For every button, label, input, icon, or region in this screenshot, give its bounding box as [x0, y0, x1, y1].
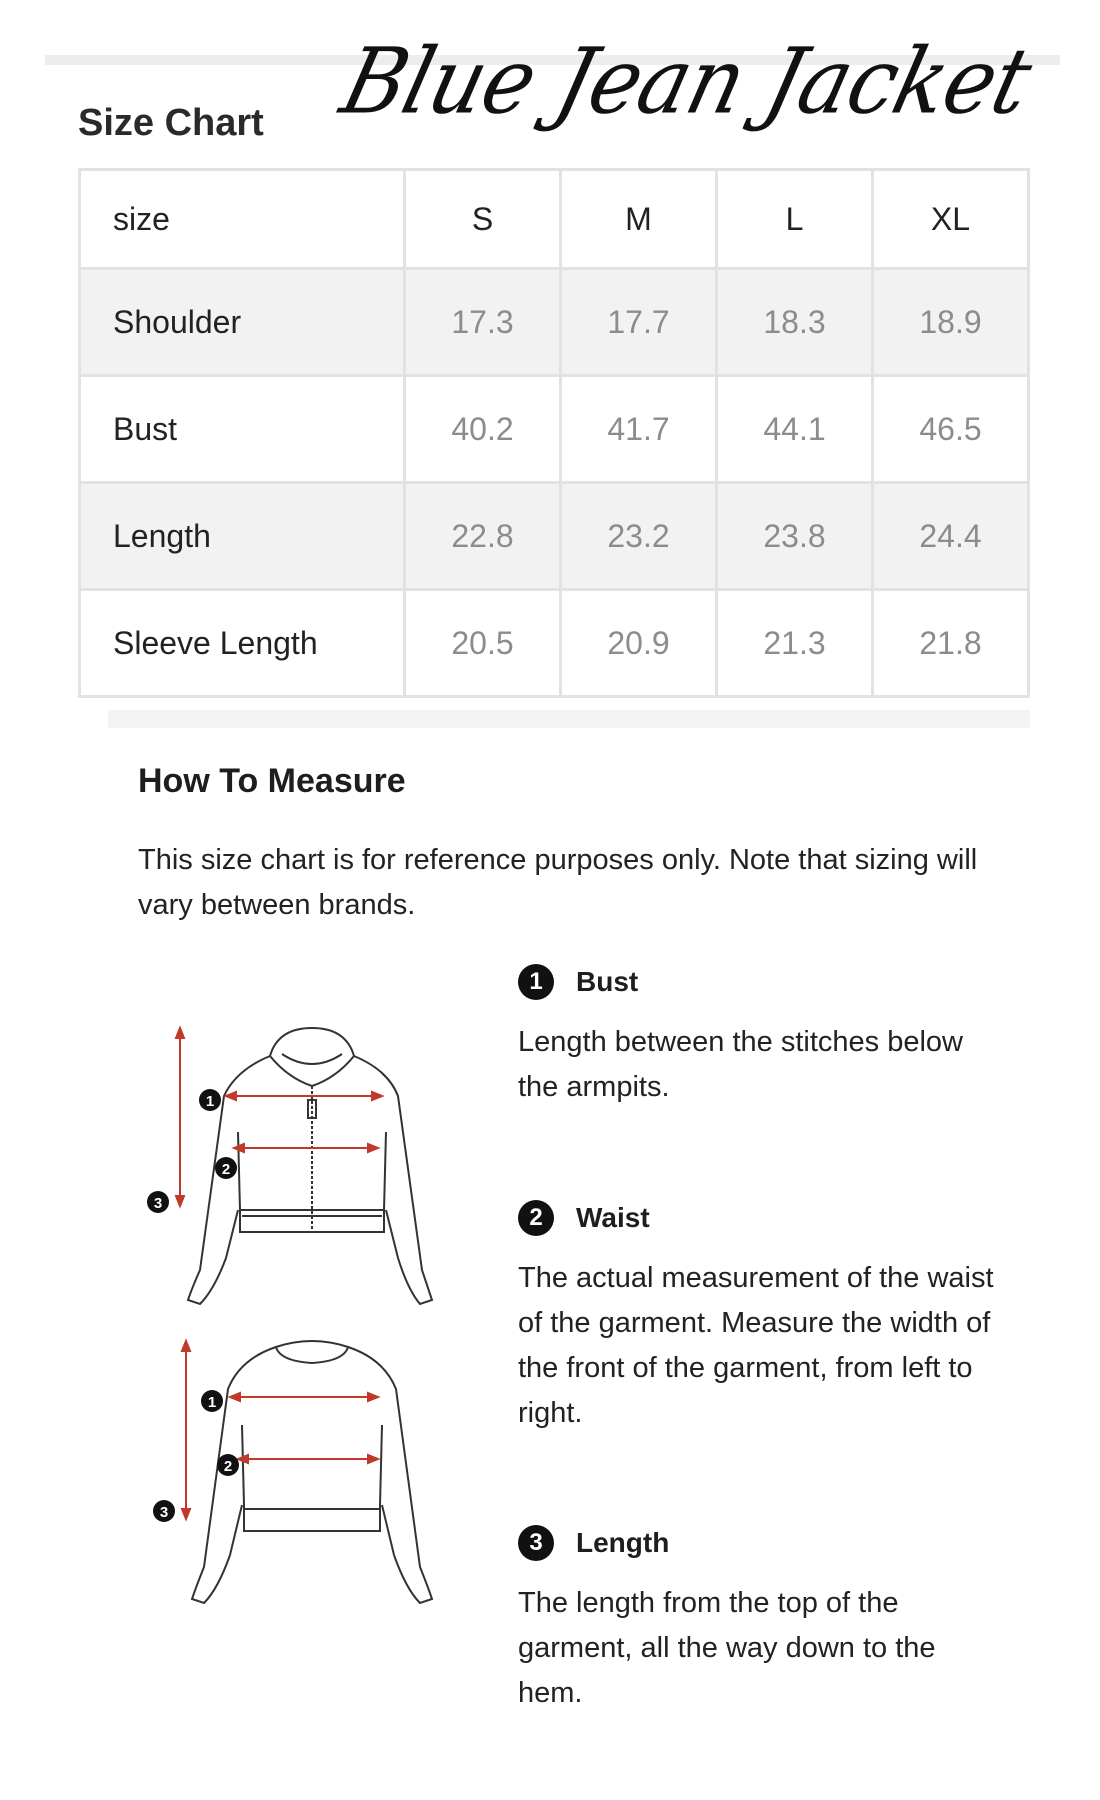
- product-name-script: Blue Jean Jacket: [331, 28, 1041, 134]
- marker-1-badge: [201, 1390, 223, 1412]
- table-row-bust: [80, 376, 1029, 483]
- size-chart-title: Size Chart: [78, 102, 264, 144]
- table-row-sleeve-length: [80, 590, 1029, 697]
- svg-text:2: 2: [221, 1161, 231, 1178]
- size-table: [78, 168, 1030, 698]
- step-title: Bust: [576, 966, 639, 997]
- table-header-row: [80, 170, 1029, 269]
- step-header: [518, 1523, 998, 1563]
- table-cell: 21.8: [873, 590, 1029, 697]
- table-cell: 17.7: [561, 269, 717, 376]
- measure-step-bust: [518, 962, 998, 1110]
- row-label: Sleeve Length: [80, 590, 405, 697]
- step-header: [518, 1198, 998, 1238]
- step-title: Waist: [576, 1202, 650, 1233]
- table-cell: 23.8: [717, 483, 873, 590]
- marker-1-badge: [199, 1089, 221, 1111]
- step-description: Length between the stitches below the armpits.: [518, 1026, 963, 1103]
- header-cell-size: size: [80, 170, 405, 269]
- table-cell: 40.2: [405, 376, 561, 483]
- table-shadow-bar: [108, 710, 1030, 728]
- header-cell-l: L: [717, 170, 873, 269]
- table-cell: 44.1: [717, 376, 873, 483]
- how-to-measure-title: How To Measure: [138, 762, 406, 800]
- step-number-badge: 2: [518, 1200, 554, 1236]
- svg-text:3: 3: [159, 1504, 169, 1521]
- jacket-front-diagram: [140, 1020, 440, 1310]
- svg-text:1: 1: [207, 1394, 217, 1411]
- marker-2-badge: [217, 1454, 239, 1476]
- row-label: Shoulder: [80, 269, 405, 376]
- size-table-container: [78, 168, 1030, 698]
- svg-text:1: 1: [205, 1093, 215, 1110]
- table-cell: 46.5: [873, 376, 1029, 483]
- table-cell: 21.3: [717, 590, 873, 697]
- step-description: The length from the top of the garment, all the way down to the hem.: [518, 1587, 936, 1709]
- svg-text:3: 3: [153, 1195, 163, 1212]
- row-label: Bust: [80, 376, 405, 483]
- table-cell: 22.8: [405, 483, 561, 590]
- marker-3-badge: [153, 1500, 175, 1522]
- step-title: Length: [576, 1527, 670, 1558]
- header-cell-m: M: [561, 170, 717, 269]
- step-number-badge: 1: [518, 964, 554, 1000]
- row-label: Length: [80, 483, 405, 590]
- step-description: The actual measurement of the waist of the garment. Measure the width of the front of the garment, from left to right.: [518, 1262, 994, 1429]
- table-cell: 18.9: [873, 269, 1029, 376]
- header-cell-xl: XL: [873, 170, 1029, 269]
- step-header: [518, 962, 998, 1002]
- table-cell: 20.9: [561, 590, 717, 697]
- jacket-front-illustration: [140, 1020, 440, 1310]
- disclaimer-text: This size chart is for reference purposes only. Note that sizing will vary between brands.: [138, 844, 978, 921]
- jacket-back-diagram: [140, 1335, 440, 1625]
- step-number-badge: 3: [518, 1525, 554, 1561]
- table-row-shoulder: [80, 269, 1029, 376]
- table-row-length: [80, 483, 1029, 590]
- table-cell: 24.4: [873, 483, 1029, 590]
- measure-step-waist: [518, 1198, 998, 1436]
- marker-3-badge: [147, 1191, 169, 1213]
- table-cell: 23.2: [561, 483, 717, 590]
- table-cell: 18.3: [717, 269, 873, 376]
- marker-2-badge: [215, 1157, 237, 1179]
- svg-text:2: 2: [223, 1458, 233, 1475]
- table-cell: 41.7: [561, 376, 717, 483]
- header-cell-s: S: [405, 170, 561, 269]
- table-cell: 20.5: [405, 590, 561, 697]
- measure-step-length: [518, 1523, 998, 1716]
- table-cell: 17.3: [405, 269, 561, 376]
- jacket-back-illustration: [140, 1335, 440, 1625]
